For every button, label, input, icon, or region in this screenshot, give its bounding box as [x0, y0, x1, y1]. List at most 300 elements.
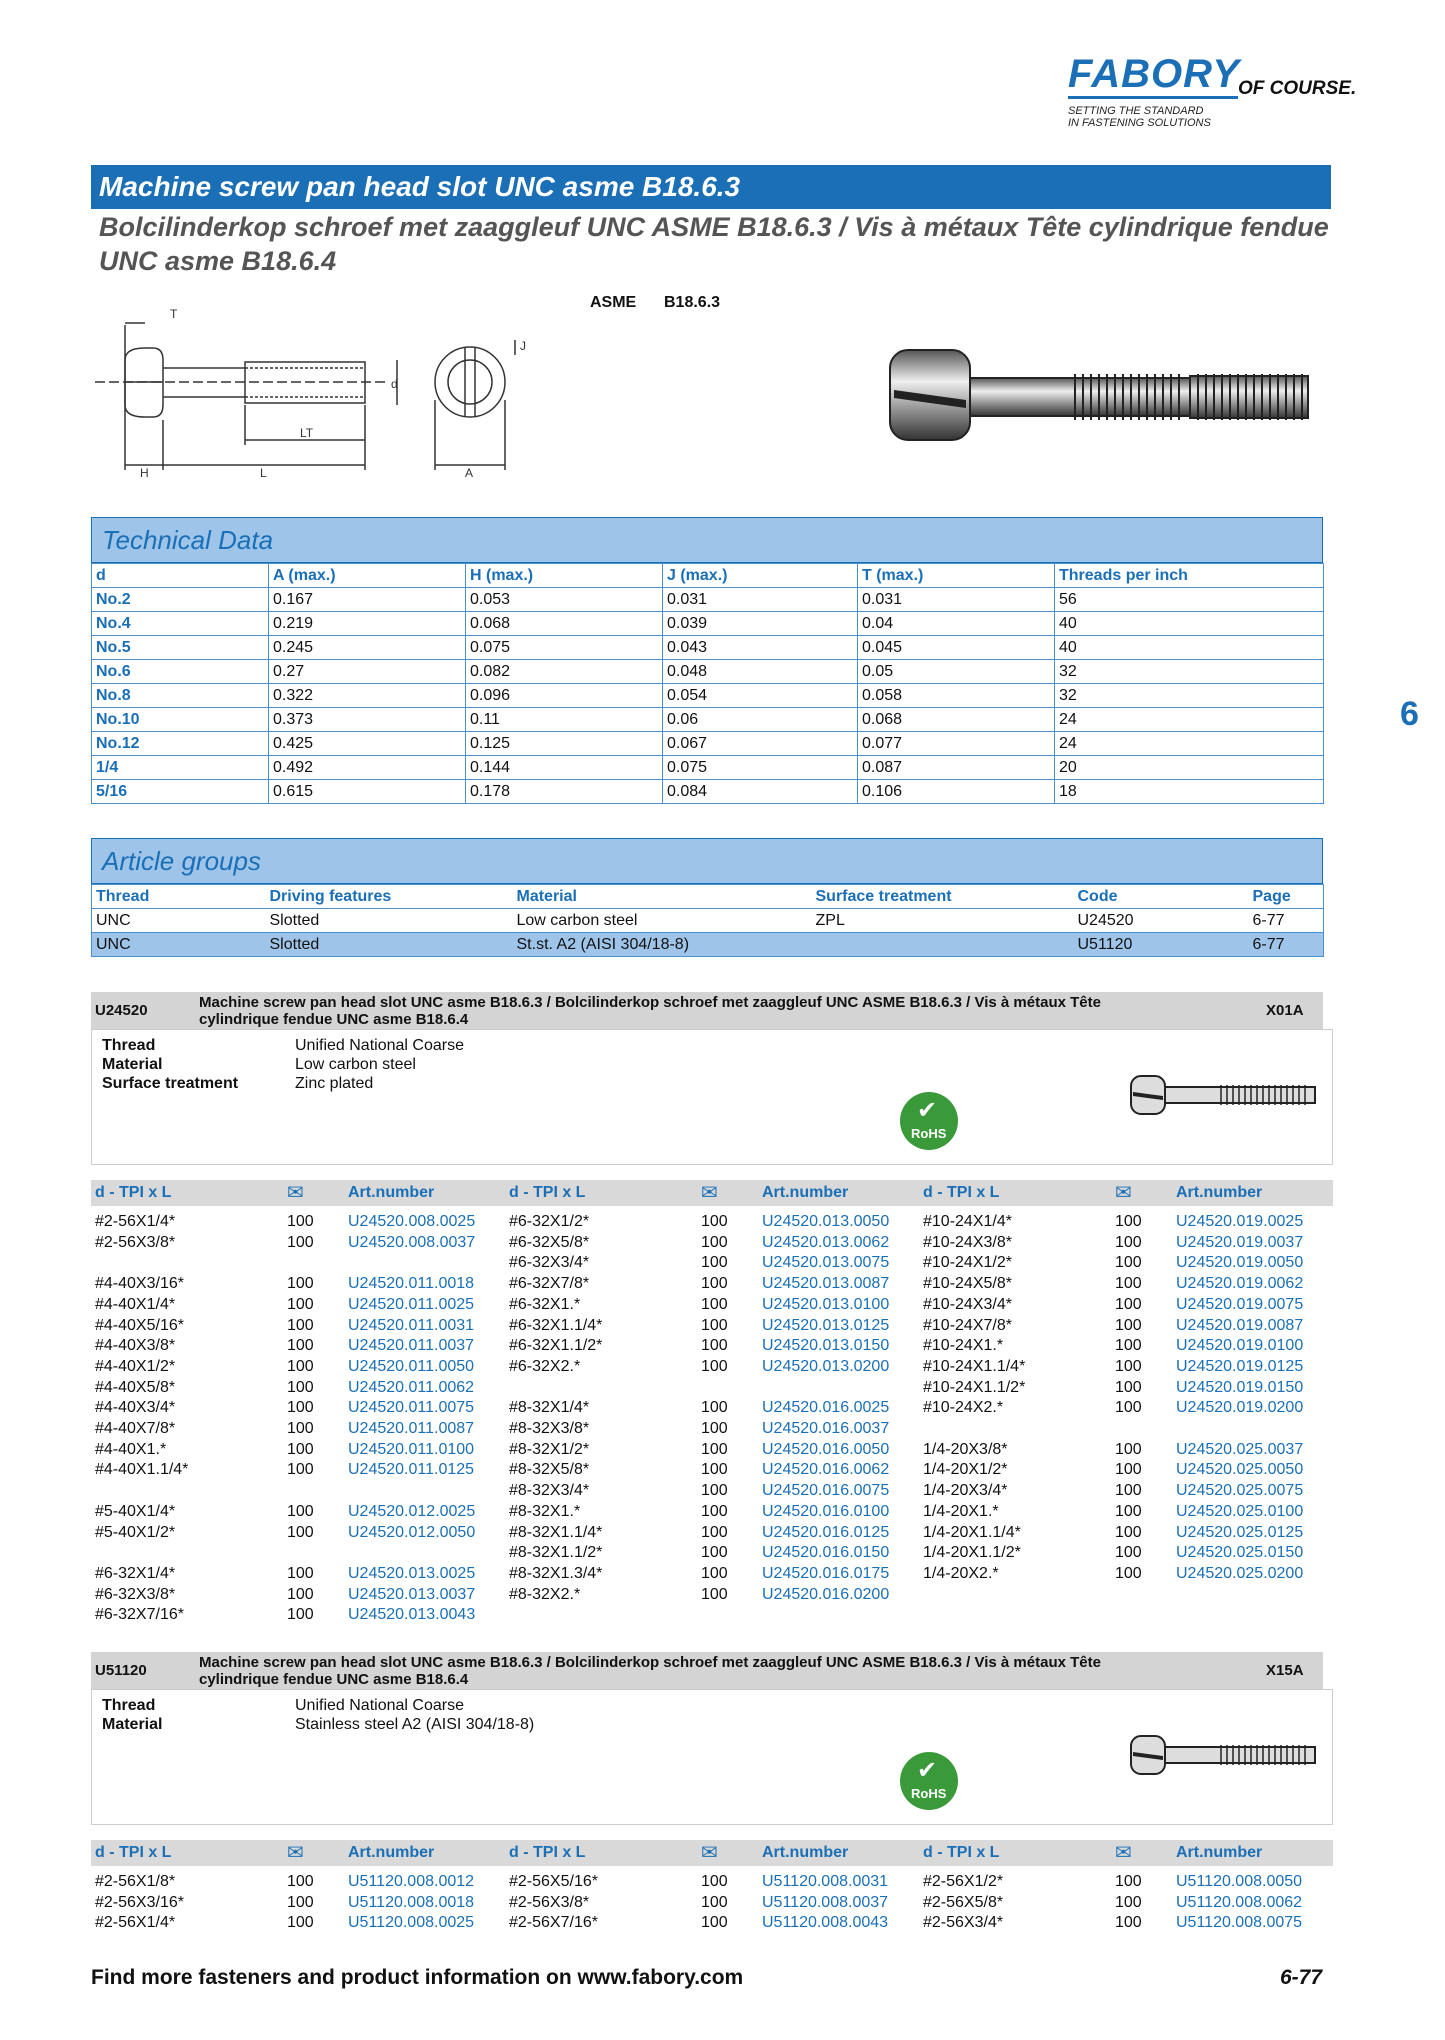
article-number: U51120.008.0043 — [762, 1914, 889, 1932]
table-cell: 0.322 — [269, 684, 466, 708]
table-cell: U51120 — [1074, 933, 1249, 957]
article-size: #4-40X1.* — [95, 1440, 167, 1458]
chapter-number: 6 — [1400, 695, 1419, 733]
article-number: U51120.008.0018 — [348, 1893, 475, 1911]
article-number: U24520.011.0025 — [348, 1295, 475, 1313]
article-quantity: 100 — [287, 1440, 314, 1458]
article-number: U24520.013.0062 — [762, 1233, 890, 1251]
article-number: U51120.008.0075 — [1176, 1914, 1303, 1932]
article-size: #4-40X3/8* — [95, 1337, 176, 1355]
table-cell: 24 — [1055, 732, 1324, 756]
fabory-logo — [1068, 52, 1368, 132]
product-ref: X15A — [1266, 1662, 1304, 1679]
article-number: U24520.025.0200 — [1176, 1564, 1304, 1582]
article-quantity: 100 — [1115, 1316, 1142, 1334]
article-quantity: 100 — [287, 1399, 314, 1417]
article-size: #4-40X3/16* — [95, 1275, 184, 1293]
article-quantity: 100 — [287, 1233, 314, 1251]
article-number: U24520.025.0075 — [1176, 1482, 1304, 1500]
table-cell: Low carbon steel — [513, 909, 812, 933]
column-header: Threads per inch — [1055, 564, 1324, 588]
table-cell: No.6 — [92, 660, 269, 684]
article-size: #2-56X5/16* — [509, 1873, 598, 1890]
article-quantity: 100 — [701, 1316, 728, 1334]
article-quantity: 100 — [287, 1914, 314, 1932]
dim-label-t: T — [170, 307, 178, 321]
table-cell — [812, 933, 1074, 957]
article-size: #8-32X1/2* — [509, 1440, 590, 1458]
column-header-size: d - TPI x L — [509, 1184, 586, 1201]
table-cell: 20 — [1055, 756, 1324, 780]
article-quantity: 100 — [701, 1523, 728, 1541]
rohs-label: RoHS — [911, 1126, 947, 1141]
article-number: U24520.019.0087 — [1176, 1316, 1304, 1334]
logo-suffix: OF COURSE. — [1238, 78, 1357, 99]
article-quantity: 100 — [701, 1337, 728, 1355]
article-quantity: 100 — [1115, 1295, 1142, 1313]
article-size: #10-24X3/4* — [923, 1295, 1012, 1313]
table-cell: No.2 — [92, 588, 269, 612]
column-header-size: d - TPI x L — [95, 1184, 172, 1201]
table-row — [92, 708, 1324, 732]
table-cell: 0.077 — [858, 732, 1055, 756]
envelope-icon: ✉ — [701, 1842, 718, 1864]
dim-label-d: d — [391, 377, 398, 391]
article-groups-table — [91, 884, 1324, 957]
table-cell: St.st. A2 (AISI 304/18-8) — [513, 933, 812, 957]
article-quantity: 100 — [1115, 1275, 1142, 1293]
article-quantity: 100 — [1115, 1213, 1142, 1230]
column-header: Driving features — [266, 885, 513, 909]
product-description-line-1: Machine screw pan head slot UNC asme B18.6.3 / Bolcilinderkop schroef met zaaggleuf UNC ASME B18.6.3 / Vis à métaux Tête — [199, 1654, 1101, 1671]
article-size: #8-32X1.* — [509, 1502, 581, 1520]
column-header: Surface treatment — [812, 885, 1074, 909]
column-header: Material — [513, 885, 812, 909]
article-number: U24520.016.0062 — [762, 1461, 890, 1479]
article-size: #6-32X3/8* — [95, 1585, 176, 1603]
table-cell: 40 — [1055, 636, 1324, 660]
table-cell: Slotted — [266, 933, 513, 957]
article-size: #6-32X2.* — [509, 1357, 581, 1375]
article-size: 1/4-20X3/8* — [923, 1440, 1008, 1458]
table-cell: 0.167 — [269, 588, 466, 612]
table-row — [92, 636, 1324, 660]
article-size: #6-32X7/8* — [509, 1275, 590, 1293]
article-size: #10-24X1.1/2* — [923, 1378, 1026, 1396]
table-row — [92, 756, 1324, 780]
logo-brand: FABORY — [1068, 52, 1240, 96]
article-number: U24520.013.0050 — [762, 1213, 890, 1230]
article-quantity: 100 — [287, 1316, 314, 1334]
table-cell: 56 — [1055, 588, 1324, 612]
column-header-art-number: Art.number — [348, 1844, 435, 1861]
envelope-icon: ✉ — [1115, 1182, 1132, 1204]
table-cell: 0.068 — [858, 708, 1055, 732]
table-cell: 0.373 — [269, 708, 466, 732]
article-size: #4-40X7/8* — [95, 1420, 176, 1437]
article-size: 1/4-20X1.1/2* — [923, 1544, 1021, 1562]
article-size: #8-32X3/4* — [509, 1482, 590, 1500]
table-row — [92, 660, 1324, 684]
article-quantity: 100 — [287, 1523, 314, 1541]
table-cell: ZPL — [812, 909, 1074, 933]
table-cell: 0.106 — [858, 780, 1055, 804]
article-number: U24520.011.0125 — [348, 1461, 475, 1479]
article-size: #2-56X3/8* — [95, 1233, 176, 1251]
product-code: U51120 — [95, 1662, 147, 1679]
page-subtitle: Bolcilinderkop schroef met zaaggleuf UNC ASME B18.6.3 / Vis à métaux Tête cylindrique fendue UNC asme B18.6.4 — [99, 212, 1329, 276]
rohs-badge — [900, 1092, 958, 1150]
article-size: #4-40X5/16* — [95, 1316, 184, 1334]
article-size: #2-56X1/4* — [95, 1914, 176, 1932]
table-cell: 0.144 — [466, 756, 663, 780]
table-row — [92, 933, 1324, 957]
article-number: U24520.019.0062 — [1176, 1275, 1304, 1293]
article-quantity: 100 — [1115, 1502, 1142, 1520]
article-size: #10-24X1.* — [923, 1337, 1004, 1355]
logo-tagline-2: IN FASTENING SOLUTIONS — [1068, 117, 1211, 129]
table-cell: 0.053 — [466, 588, 663, 612]
table-cell: 0.11 — [466, 708, 663, 732]
article-number: U24520.011.0075 — [348, 1399, 475, 1417]
screw-dimension-drawing — [95, 300, 555, 490]
property-value: Zinc plated — [295, 1075, 374, 1092]
table-cell: 0.031 — [858, 588, 1055, 612]
table-cell: 18 — [1055, 780, 1324, 804]
article-quantity: 100 — [701, 1461, 728, 1479]
page-number: 6-77 — [1280, 1966, 1323, 1989]
article-quantity: 100 — [287, 1295, 314, 1313]
table-cell: 0.219 — [269, 612, 466, 636]
article-quantity: 100 — [287, 1461, 314, 1479]
table-cell: 0.058 — [858, 684, 1055, 708]
property-label: Surface treatment — [102, 1075, 239, 1092]
property-label: Material — [102, 1716, 163, 1733]
article-size: #10-24X3/8* — [923, 1233, 1012, 1251]
table-cell: 0.082 — [466, 660, 663, 684]
table-row — [92, 909, 1324, 933]
dim-label-a: A — [465, 466, 474, 480]
envelope-icon: ✉ — [287, 1182, 304, 1204]
table-cell: 0.084 — [663, 780, 858, 804]
table-cell: 24 — [1055, 708, 1324, 732]
column-header-size: d - TPI x L — [95, 1844, 172, 1861]
property-value: Unified National Coarse — [295, 1697, 464, 1714]
dim-label-lt: LT — [300, 426, 314, 440]
column-header: H (max.) — [466, 564, 663, 588]
table-cell: No.10 — [92, 708, 269, 732]
article-size: #5-40X1/2* — [95, 1523, 176, 1541]
article-number: U24520.011.0050 — [348, 1357, 475, 1375]
table-row — [92, 588, 1324, 612]
article-size: #2-56X1/8* — [95, 1873, 176, 1890]
technical-data-heading: Technical Data — [91, 517, 1323, 563]
table-cell: No.4 — [92, 612, 269, 636]
article-quantity: 100 — [287, 1357, 314, 1375]
article-size: #2-56X5/8* — [923, 1893, 1004, 1911]
property-label: Thread — [102, 1037, 156, 1054]
article-size: #4-40X1.1/4* — [95, 1461, 189, 1479]
product-description-line-2: cylindrique fendue UNC asme B18.6.4 — [199, 1011, 469, 1028]
table-cell: 0.067 — [663, 732, 858, 756]
article-size: #2-56X7/16* — [509, 1914, 598, 1932]
article-number: U24520.016.0200 — [762, 1585, 890, 1603]
table-cell: 0.031 — [663, 588, 858, 612]
table-header-row — [92, 564, 1324, 588]
dim-label-l: L — [260, 466, 267, 480]
page-title: Machine screw pan head slot UNC asme B18.6.3 — [91, 165, 1331, 209]
article-number: U24520.019.0200 — [1176, 1399, 1304, 1417]
article-number: U24520.025.0150 — [1176, 1544, 1304, 1562]
article-size: #10-24X1/2* — [923, 1254, 1012, 1272]
table-cell: 0.039 — [663, 612, 858, 636]
article-size: #10-24X1/4* — [923, 1213, 1012, 1230]
article-quantity: 100 — [1115, 1378, 1142, 1396]
table-row — [92, 732, 1324, 756]
column-header: d — [92, 564, 269, 588]
column-header: J (max.) — [663, 564, 858, 588]
column-header: Page — [1249, 885, 1324, 909]
article-quantity: 100 — [701, 1585, 728, 1603]
property-label: Material — [102, 1056, 163, 1073]
article-size: #8-32X1.1/4* — [509, 1523, 603, 1541]
article-size: #6-32X1.1/4* — [509, 1316, 603, 1334]
table-cell: 32 — [1055, 684, 1324, 708]
rohs-label: RoHS — [911, 1786, 947, 1801]
table-cell: 6-77 — [1249, 933, 1324, 957]
column-header: A (max.) — [269, 564, 466, 588]
article-number: U24520.019.0125 — [1176, 1357, 1304, 1375]
article-size: #8-32X2.* — [509, 1585, 581, 1603]
table-cell: 0.054 — [663, 684, 858, 708]
article-quantity: 100 — [287, 1585, 314, 1603]
article-quantity: 100 — [701, 1914, 728, 1932]
article-size: #2-56X3/4* — [923, 1914, 1004, 1932]
article-number: U24520.019.0075 — [1176, 1295, 1304, 1313]
article-number: U24520.008.0025 — [348, 1213, 476, 1230]
article-size: #10-24X1.1/4* — [923, 1357, 1026, 1375]
article-number: U24520.016.0025 — [762, 1399, 890, 1417]
product-header — [91, 1652, 1323, 1689]
article-number: U24520.011.0018 — [348, 1275, 475, 1293]
table-row — [92, 780, 1324, 804]
article-list-header — [91, 1840, 1333, 1866]
product-ref: X01A — [1266, 1002, 1304, 1019]
article-number: U24520.025.0050 — [1176, 1461, 1304, 1479]
article-number: U24520.013.0037 — [348, 1585, 476, 1603]
article-size: #6-32X1/2* — [509, 1213, 590, 1230]
article-number: U24520.012.0050 — [348, 1523, 476, 1541]
logo-tagline-1: SETTING THE STANDARD — [1068, 105, 1204, 117]
article-number: U24520.011.0031 — [348, 1316, 475, 1334]
product-description-line-2: cylindrique fendue UNC asme B18.6.4 — [199, 1671, 469, 1688]
article-size: #4-40X1/2* — [95, 1357, 176, 1375]
article-number: U24520.013.0150 — [762, 1337, 890, 1355]
envelope-icon: ✉ — [287, 1842, 304, 1864]
table-cell: 1/4 — [92, 756, 269, 780]
article-size: #6-32X3/4* — [509, 1254, 590, 1272]
article-size: #2-56X3/16* — [95, 1893, 184, 1911]
table-cell: 0.045 — [858, 636, 1055, 660]
article-number: U24520.016.0100 — [762, 1502, 890, 1520]
article-size: 1/4-20X1.* — [923, 1502, 999, 1520]
column-header-size: d - TPI x L — [923, 1844, 1000, 1861]
property-value: Unified National Coarse — [295, 1037, 464, 1054]
article-number: U24520.016.0125 — [762, 1523, 890, 1541]
article-quantity: 100 — [701, 1254, 728, 1272]
article-quantity: 100 — [287, 1502, 314, 1520]
column-header-size: d - TPI x L — [509, 1844, 586, 1861]
article-quantity: 100 — [1115, 1440, 1142, 1458]
article-size: #6-32X1/4* — [95, 1564, 176, 1582]
article-quantity: 100 — [701, 1213, 728, 1230]
article-number: U51120.008.0037 — [762, 1893, 889, 1911]
article-size: #4-40X5/8* — [95, 1378, 176, 1396]
article-quantity: 100 — [701, 1420, 728, 1437]
dim-label-j: J — [520, 339, 526, 353]
table-cell: 0.27 — [269, 660, 466, 684]
article-number: U24520.013.0100 — [762, 1295, 890, 1313]
article-quantity: 100 — [1115, 1544, 1142, 1562]
table-cell: 40 — [1055, 612, 1324, 636]
table-cell: 0.096 — [466, 684, 663, 708]
article-quantity: 100 — [1115, 1357, 1142, 1375]
column-header-art-number: Art.number — [1176, 1184, 1263, 1201]
article-number: U24520.019.0100 — [1176, 1337, 1304, 1355]
article-number: U51120.008.0012 — [348, 1873, 475, 1890]
technical-data-table — [91, 563, 1324, 804]
property-value: Low carbon steel — [295, 1056, 416, 1073]
article-size: #6-32X1.* — [509, 1295, 581, 1313]
article-number: U24520.019.0050 — [1176, 1254, 1304, 1272]
article-quantity: 100 — [287, 1337, 314, 1355]
article-list-header — [91, 1180, 1333, 1206]
article-number: U24520.012.0025 — [348, 1502, 476, 1520]
table-cell: 0.05 — [858, 660, 1055, 684]
article-quantity: 100 — [1115, 1564, 1142, 1582]
article-number: U24520.025.0100 — [1176, 1502, 1304, 1520]
article-quantity: 100 — [701, 1233, 728, 1251]
screw-thumbnail-image — [1127, 1730, 1327, 1780]
article-size: 1/4-20X2.* — [923, 1564, 999, 1582]
article-number: U24520.013.0043 — [348, 1606, 476, 1624]
table-cell: 0.425 — [269, 732, 466, 756]
article-quantity: 100 — [701, 1893, 728, 1911]
column-header-art-number: Art.number — [762, 1184, 849, 1201]
article-size: #6-32X1.1/2* — [509, 1337, 603, 1355]
table-cell: 0.04 — [858, 612, 1055, 636]
table-cell: 32 — [1055, 660, 1324, 684]
product-properties-box — [91, 1029, 1333, 1165]
article-quantity: 100 — [701, 1399, 728, 1417]
article-number: U24520.013.0075 — [762, 1254, 890, 1272]
table-cell: 0.615 — [269, 780, 466, 804]
article-quantity: 100 — [701, 1482, 728, 1500]
article-quantity: 100 — [1115, 1461, 1142, 1479]
article-quantity: 100 — [1115, 1914, 1142, 1932]
table-cell: 0.492 — [269, 756, 466, 780]
article-size: #2-56X1/2* — [923, 1873, 1004, 1890]
table-cell: No.12 — [92, 732, 269, 756]
article-number: U24520.013.0125 — [762, 1316, 890, 1334]
article-quantity: 100 — [1115, 1233, 1142, 1251]
envelope-icon: ✉ — [701, 1182, 718, 1204]
article-quantity: 100 — [287, 1420, 314, 1437]
article-quantity: 100 — [701, 1544, 728, 1562]
article-number: U24520.016.0150 — [762, 1544, 890, 1562]
column-header-art-number: Art.number — [348, 1184, 435, 1201]
column-header-art-number: Art.number — [1176, 1844, 1263, 1861]
article-size: 1/4-20X1/2* — [923, 1461, 1008, 1479]
column-header-art-number: Art.number — [762, 1844, 849, 1861]
article-number: U24520.013.0087 — [762, 1275, 890, 1293]
article-quantity: 100 — [287, 1378, 314, 1396]
article-quantity: 100 — [701, 1564, 728, 1582]
article-groups-heading: Article groups — [91, 838, 1323, 884]
article-size: #8-32X1.3/4* — [509, 1564, 603, 1582]
article-quantity: 100 — [701, 1502, 728, 1520]
article-quantity: 100 — [1115, 1337, 1142, 1355]
table-cell: 0.068 — [466, 612, 663, 636]
table-cell: UNC — [92, 933, 266, 957]
article-quantity: 100 — [701, 1357, 728, 1375]
column-header: Code — [1074, 885, 1249, 909]
screw-thumbnail-image — [1127, 1070, 1327, 1120]
article-number: U24520.013.0025 — [348, 1564, 476, 1582]
article-number: U24520.011.0062 — [348, 1378, 475, 1396]
article-size: #5-40X1/4* — [95, 1502, 176, 1520]
table-header-row — [92, 885, 1324, 909]
article-number: U24520.019.0025 — [1176, 1213, 1304, 1230]
column-header-size: d - TPI x L — [923, 1184, 1000, 1201]
article-quantity: 100 — [1115, 1893, 1142, 1911]
article-size: #10-24X7/8* — [923, 1316, 1012, 1334]
article-number: U24520.019.0037 — [1176, 1233, 1304, 1251]
article-size: #2-56X1/4* — [95, 1213, 176, 1230]
table-cell: Slotted — [266, 909, 513, 933]
article-size: #4-40X3/4* — [95, 1399, 176, 1417]
table-row — [92, 684, 1324, 708]
article-size: 1/4-20X3/4* — [923, 1482, 1008, 1500]
article-number: U51120.008.0025 — [348, 1914, 475, 1932]
article-number: U24520.011.0087 — [348, 1420, 475, 1437]
article-size: #10-24X5/8* — [923, 1275, 1012, 1293]
article-number: U24520.016.0037 — [762, 1420, 890, 1437]
article-quantity: 100 — [701, 1440, 728, 1458]
table-cell: 0.043 — [663, 636, 858, 660]
article-size: #6-32X5/8* — [509, 1233, 590, 1251]
article-number: U24520.011.0037 — [348, 1337, 475, 1355]
screw-product-image — [880, 340, 1320, 450]
article-number: U51120.008.0062 — [1176, 1893, 1303, 1911]
column-header: T (max.) — [858, 564, 1055, 588]
envelope-icon: ✉ — [1115, 1842, 1132, 1864]
rohs-check-icon: ✔ — [917, 1097, 938, 1124]
table-cell: 5/16 — [92, 780, 269, 804]
logo-underline — [1068, 96, 1238, 99]
table-cell: No.8 — [92, 684, 269, 708]
article-number: U24520.011.0100 — [348, 1440, 475, 1458]
article-quantity: 100 — [1115, 1523, 1142, 1541]
article-quantity: 100 — [1115, 1873, 1142, 1890]
product-description-line-1: Machine screw pan head slot UNC asme B18.6.3 / Bolcilinderkop schroef met zaaggleuf UNC ASME B18.6.3 / Vis à métaux Tête — [199, 994, 1101, 1011]
article-size: #2-56X3/8* — [509, 1893, 590, 1911]
property-value: Stainless steel A2 (AISI 304/18-8) — [295, 1716, 535, 1733]
article-quantity: 100 — [287, 1606, 314, 1624]
table-cell: 0.178 — [466, 780, 663, 804]
table-cell: 0.048 — [663, 660, 858, 684]
article-number: U24520.019.0150 — [1176, 1378, 1304, 1396]
